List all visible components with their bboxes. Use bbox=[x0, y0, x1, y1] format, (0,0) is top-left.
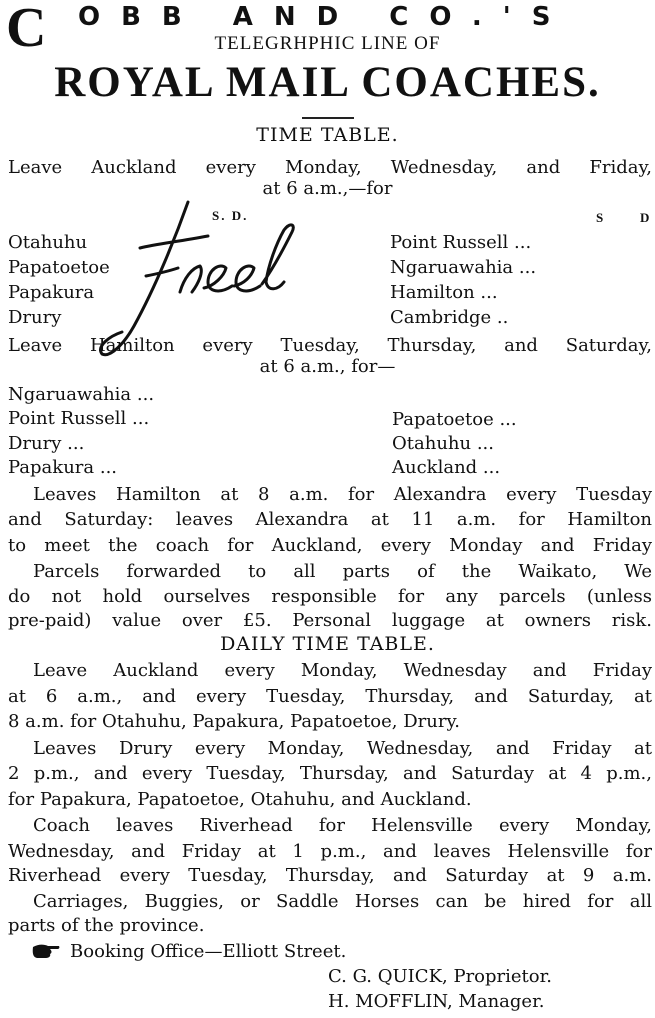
header-title: ROYAL MAIL COACHES. bbox=[54, 59, 601, 106]
booking-office-line bbox=[32, 940, 346, 964]
header-company: OBB AND CO.'S bbox=[78, 2, 572, 32]
header-subtitle: TELEGRHPHIC LINE OF bbox=[214, 33, 441, 54]
inbound-stop: Drury ... bbox=[8, 433, 85, 454]
header-rule bbox=[302, 117, 354, 119]
outbound-stop: Otahuhu bbox=[8, 232, 88, 253]
daily-auckland-line: at 6 a.m., and every Tuesday, Thursday, and Saturday, at bbox=[8, 686, 652, 707]
daily-riverhead-line: Coach leaves Riverhead for Helensville every Monday, bbox=[33, 815, 652, 836]
inbound-stop: Ngaruawahia ... bbox=[8, 384, 155, 405]
alexandra-line: to meet the coach for Auckland, every Monday and Friday bbox=[8, 535, 652, 556]
daily-auckland-line: 8 a.m. for Otahuhu, Papakura, Papatoetoe, Drury. bbox=[8, 711, 460, 732]
daily-carriages-line: parts of the province. bbox=[8, 915, 205, 936]
inbound-stop: Auckland ... bbox=[392, 457, 501, 478]
leave-auckland-line2: at 6 a.m.,—for bbox=[262, 178, 393, 199]
timetable-heading: TIME TABLE. bbox=[256, 124, 399, 146]
leave-hamilton-line1: Leave Hamilton every Tuesday, Thursday, and Saturday, bbox=[8, 335, 652, 356]
daily-carriages-line: Carriages, Buggies, or Saddle Horses can be hired for all bbox=[33, 891, 652, 912]
header-initial: C bbox=[6, 0, 47, 59]
alexandra-line: Leaves Hamilton at 8 a.m. for Alexandra every Tuesday bbox=[33, 484, 652, 505]
parcels-line: Parcels forwarded to all parts of the Waikato, We bbox=[33, 561, 652, 582]
outbound-stop: Point Russell ... bbox=[390, 232, 532, 253]
outbound-stop: Hamilton ... bbox=[390, 282, 498, 303]
daily-drury-line: 2 p.m., and every Tuesday, Thursday, and Saturday at 4 p.m., bbox=[8, 763, 652, 784]
inbound-stop: Otahuhu ... bbox=[392, 433, 494, 454]
pointing-hand-icon bbox=[32, 943, 60, 959]
outbound-stop: Papakura bbox=[8, 282, 95, 303]
inbound-stop: Papatoetoe ... bbox=[392, 409, 517, 430]
alexandra-line: and Saturday: leaves Alexandra at 11 a.m. for Hamilton bbox=[8, 509, 652, 530]
sd-left-header: S. D. bbox=[212, 208, 249, 223]
outbound-stop: Drury bbox=[8, 307, 62, 328]
outbound-stop: Cambridge .. bbox=[390, 307, 509, 328]
leave-auckland-line1: Leave Auckland every Monday, Wednesday, and Friday, bbox=[8, 157, 652, 178]
sd-right-d: D bbox=[640, 210, 652, 225]
sd-right-s: S bbox=[596, 210, 606, 225]
daily-heading: DAILY TIME TABLE. bbox=[220, 633, 435, 655]
inbound-stop: Point Russell ... bbox=[8, 408, 150, 429]
parcels-line: do not hold ourselves responsible for any parcels (unless bbox=[8, 586, 652, 607]
manager-signature: H. MOFFLIN, Manager. bbox=[328, 991, 545, 1012]
daily-riverhead-line: Riverhead every Tuesday, Thursday, and Saturday at 9 a.m. bbox=[8, 865, 652, 886]
outbound-stop: Papatoetoe bbox=[8, 257, 110, 278]
daily-drury-line: for Papakura, Papatoetoe, Otahuhu, and Auckland. bbox=[8, 789, 472, 810]
booking-office-text: Booking Office—Elliott Street. bbox=[70, 941, 347, 962]
outbound-stop: Ngaruawahia ... bbox=[390, 257, 537, 278]
daily-drury-line: Leaves Drury every Monday, Wednesday, and Friday at bbox=[33, 738, 652, 759]
parcels-line: pre-paid) value over £5. Personal luggage at owners risk. bbox=[8, 610, 652, 631]
leave-hamilton-line2: at 6 a.m., for— bbox=[259, 356, 396, 377]
proprietor-signature: C. G. QUICK, Proprietor. bbox=[328, 966, 552, 987]
daily-auckland-line: Leave Auckland every Monday, Wednesday and Friday bbox=[33, 660, 652, 681]
inbound-stop: Papakura ... bbox=[8, 457, 118, 478]
daily-riverhead-line: Wednesday, and Friday at 1 p.m., and leaves Helensville for bbox=[8, 841, 652, 862]
